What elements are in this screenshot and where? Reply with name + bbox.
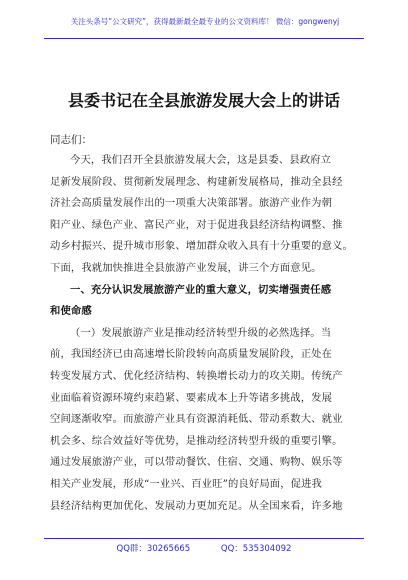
body-line: 今天，我们召开全县旅游发展大会，这是县委、县政府立 — [70, 154, 332, 166]
body-line: 前，我国经济已由高速增长阶段转向高质量发展阶段，正处在 — [50, 348, 333, 361]
footer-divider — [44, 538, 364, 539]
body-line: 足新发展阶段、贯彻新发展理念、构建新发展格局，推动全县经 — [50, 175, 343, 188]
document-title: 县委书记在全县旅游发展大会上的讲话 — [67, 91, 340, 110]
body-line: 县经济结构更加优化、发展动力更加充足。从全国来看，许多地 — [50, 499, 343, 512]
document-body — [50, 150, 360, 517]
salutation: 同志们： — [50, 134, 92, 146]
section-heading-continued: 和使命感 — [50, 305, 92, 318]
body-line: 下面，我就加快推进全县旅游产业发展，讲三个方面意见。 — [50, 261, 322, 274]
body-line: 机会多、综合效益好等优势，是推动经济转型升级的重要引擎。 — [50, 434, 343, 447]
body-line: 动乡村振兴、提升城市形象、增加群众收入具有十分重要的意义。 — [50, 240, 353, 253]
header-divider — [44, 38, 364, 39]
body-line: 空间逐渐收窄。而旅游产业具有资源消耗低、带动系数大、就业 — [50, 413, 343, 426]
body-line: （一）发展旅游产业是推动经济转型升级的必然选择。当 — [70, 326, 332, 339]
section-heading: 一、充分认识发展旅游产业的重大意义，切实增强责任感 — [70, 283, 332, 296]
body-line: 相关产业发展，形成“一业兴、百业旺”的良好局面，促进我 — [50, 477, 322, 490]
body-line: 业面临着资源环境约束趋紧、要素成本上升等诸多挑战，发展 — [50, 391, 333, 404]
footer-qq-group: QQ群：30265665 — [116, 544, 191, 554]
footer-qq-contact: QQ：535304092 — [220, 544, 292, 554]
footer — [0, 542, 408, 554]
body-line: 阳产业、绿色产业、富民产业，对于促进我县经济结构调整、推 — [50, 218, 343, 231]
body-line: 转变发展方式、优化经济结构、转换增长动力的攻关期。传统产 — [50, 369, 343, 382]
header-notice: 关注头条号“公文研究”，获得最新最全最专业的公文资料库！ 微信：gongwenyj — [70, 17, 340, 26]
body-line: 通过发展旅游产业，可以带动餐饮、住宿、交通、购物、娱乐等 — [50, 456, 343, 469]
body-line: 济社会高质量发展作出的一项重大决策部署。旅游产业作为朝 — [50, 197, 333, 210]
